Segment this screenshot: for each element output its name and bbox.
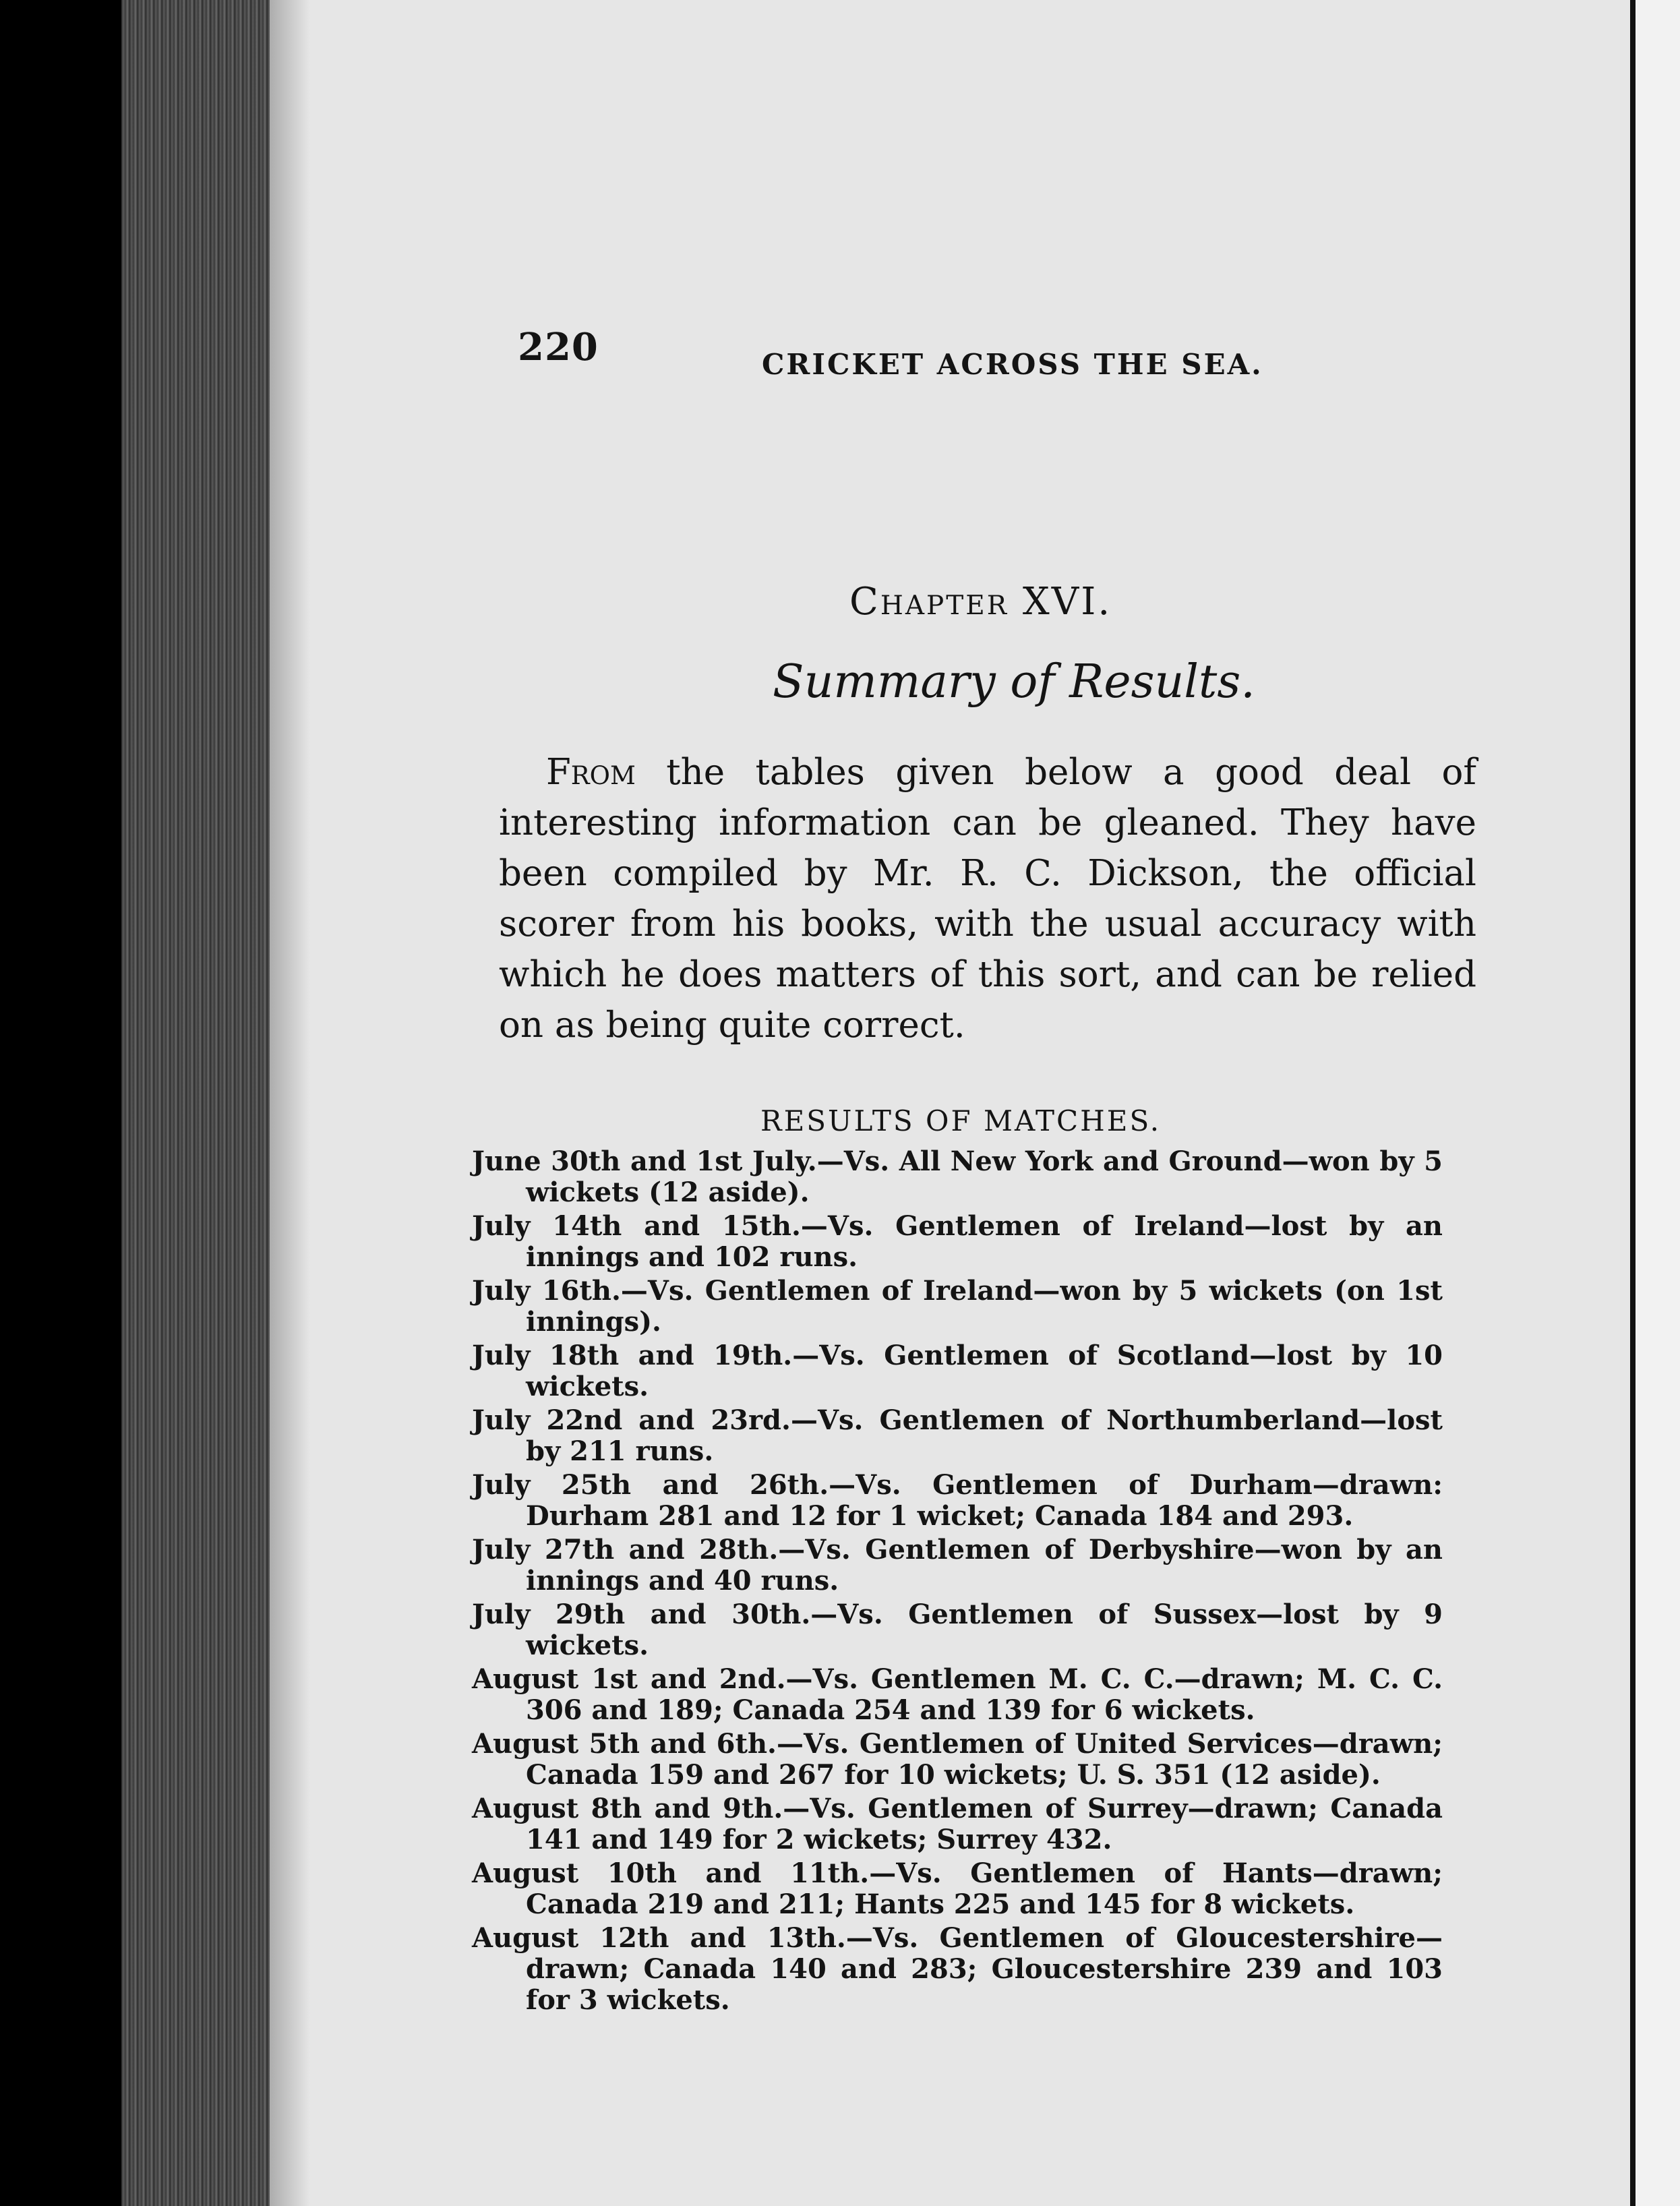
- list-item: July 18th and 19th.—Vs. Gentlemen of Scotland—lost by 10 wickets.: [472, 1340, 1443, 1402]
- list-item: July 14th and 15th.—Vs. Gentlemen of Ireland—lost by an innings and 102 runs.: [472, 1210, 1443, 1273]
- results-heading: RESULTS OF MATCHES.: [760, 1104, 1162, 1137]
- facing-page-edge: [1630, 0, 1636, 2206]
- list-item: August 1st and 2nd.—Vs. Gentlemen M. C. C.—drawn; M. C. C. 306 and 189; Canada 254 and 139 for 6 wickets.: [472, 1663, 1443, 1726]
- results-list: [472, 1146, 1443, 2019]
- intro-lead-word: From: [546, 752, 636, 793]
- intro-body: the tables given below a good deal of interesting information can be gleaned. They have been compiled by Mr. R. C. Dickson, the official scorer from his books, with the usual accuracy with which he does matters of this sort, and can be relied on as being quite correct.: [499, 752, 1476, 1046]
- list-item: June 30th and 1st July.—Vs. All New York and Ground—won by 5 wickets (12 aside).: [472, 1145, 1443, 1208]
- page-number: 220: [518, 325, 599, 369]
- gutter-shadow: [270, 0, 310, 2206]
- list-item: August 10th and 11th.—Vs. Gentlemen of Hants—drawn; Canada 219 and 211; Hants 225 and 145 for 8 wickets.: [472, 1857, 1443, 1920]
- chapter-title: Summary of Results.: [773, 655, 1255, 709]
- list-item: August 8th and 9th.—Vs. Gentlemen of Surrey—drawn; Canada 141 and 149 for 2 wickets; Surrey 432.: [472, 1793, 1443, 1855]
- list-item: July 22nd and 23rd.—Vs. Gentlemen of Northumberland—lost by 211 runs.: [472, 1404, 1443, 1467]
- list-item: August 5th and 6th.—Vs. Gentlemen of United Services—drawn; Canada 159 and 267 for 10 wickets; U. S. 351 (12 aside).: [472, 1728, 1443, 1791]
- facing-page-margin: [1636, 0, 1680, 2206]
- list-item: July 27th and 28th.—Vs. Gentlemen of Derbyshire—won by an innings and 40 runs.: [472, 1534, 1443, 1597]
- list-item: August 12th and 13th.—Vs. Gentlemen of Gloucestershire—drawn; Canada 140 and 283; Gloucestershire 239 and 103 for 3 wickets.: [472, 1922, 1443, 2016]
- list-item: July 25th and 26th.—Vs. Gentlemen of Durham—drawn: Durham 281 and 12 for 1 wicket; Canada 184 and 293.: [472, 1469, 1443, 1532]
- intro-paragraph: [499, 747, 1476, 1050]
- running-head: CRICKET ACROSS THE SEA.: [762, 348, 1263, 381]
- list-item: July 16th.—Vs. Gentlemen of Ireland—won by 5 wickets (on 1st innings).: [472, 1275, 1443, 1338]
- chapter-label: Chapter XVI.: [849, 580, 1112, 624]
- book-page-edges: [121, 0, 276, 2206]
- list-item: July 29th and 30th.—Vs. Gentlemen of Sussex—lost by 9 wickets.: [472, 1599, 1443, 1661]
